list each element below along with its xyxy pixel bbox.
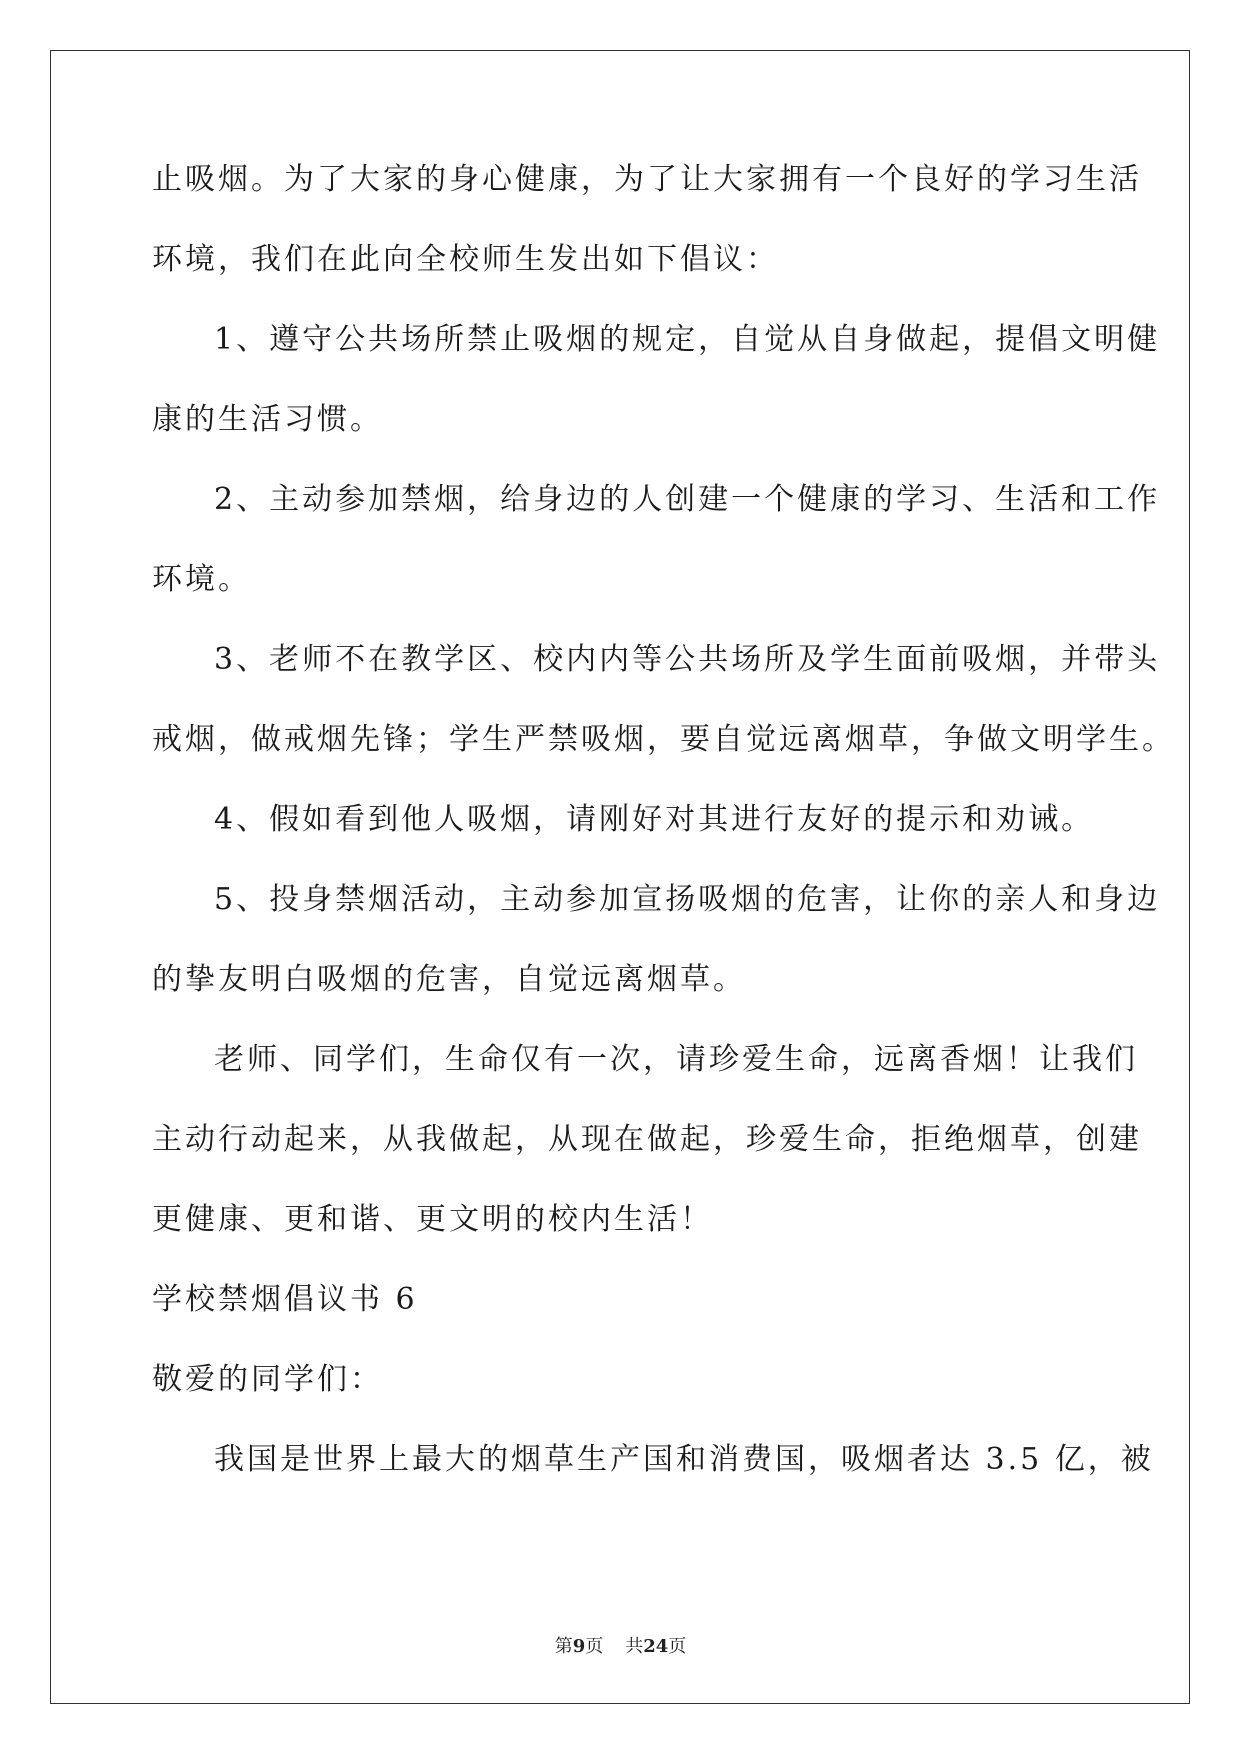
text-line: 5、投身禁烟活动，主动参加宣扬吸烟的危害，让你的亲人和身边 [214, 882, 1161, 917]
page-unit: 页 [585, 1636, 604, 1657]
text-line: 更健康、更和谐、更文明的校内生活！ [152, 1202, 713, 1237]
total-unit: 页 [668, 1636, 687, 1657]
page-footer [0, 1632, 1241, 1658]
text-line: 学校禁烟倡议书 6 [152, 1282, 418, 1317]
text-line: 康的生活习惯。 [152, 402, 383, 437]
text-line: 主动行动起来，从我做起，从现在做起，珍爱生命，拒绝烟草，创建 [152, 1122, 1142, 1157]
page-prefix: 第 [554, 1636, 573, 1657]
text-line: 止吸烟。为了大家的身心健康，为了让大家拥有一个良好的学习生活 [152, 162, 1142, 197]
text-line: 环境。 [152, 562, 251, 597]
text-line: 老师、同学们，生命仅有一次，请珍爱生命，远离香烟！让我们 [214, 1042, 1138, 1077]
text-line: 我国是世界上最大的烟草生产国和消费国，吸烟者达 3.5 亿，被 [214, 1442, 1154, 1477]
text-line: 4、假如看到他人吸烟，请刚好对其进行友好的提示和劝诫。 [214, 802, 1095, 837]
text-line: 环境，我们在此向全校师生发出如下倡议： [152, 242, 779, 277]
text-line: 3、老师不在教学区、校内内等公共场所及学生面前吸烟，并带头 [214, 642, 1161, 677]
text-line: 1、遵守公共场所禁止吸烟的规定，自觉从自身做起，提倡文明健 [214, 322, 1161, 357]
text-line: 敬爱的同学们： [152, 1362, 383, 1397]
total-pages: 24 [643, 1636, 669, 1657]
total-prefix: 共 [625, 1636, 644, 1657]
text-line: 的挚友明白吸烟的危害，自觉远离烟草。 [152, 962, 746, 997]
text-line: 戒烟，做戒烟先锋；学生严禁吸烟，要自觉远离烟草，争做文明学生。 [152, 722, 1175, 757]
page-number: 9 [572, 1636, 586, 1657]
text-line: 2、主动参加禁烟，给身边的人创建一个健康的学习、生活和工作 [214, 482, 1161, 517]
